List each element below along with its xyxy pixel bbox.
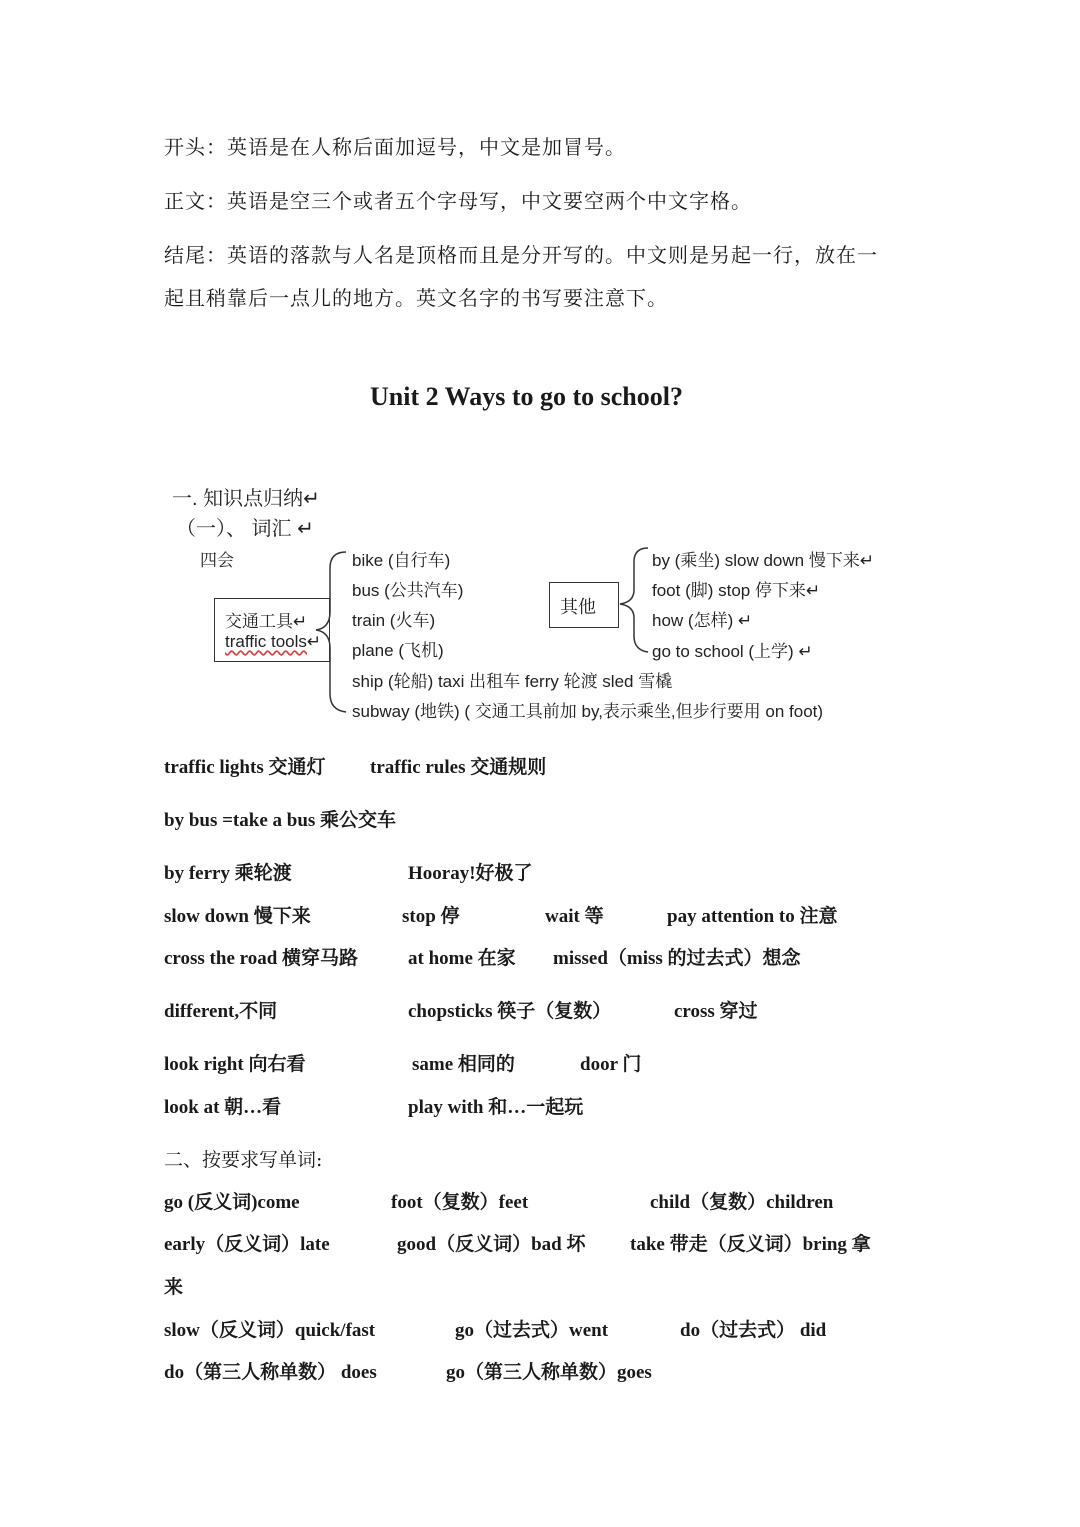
vocab-item: same 相同的 [412, 1054, 515, 1075]
other-label: 其他 [560, 597, 596, 617]
word-form: good（反义词）bad 坏 [397, 1234, 586, 1255]
vocab-item: traffic rules 交通规则 [370, 757, 547, 778]
intro-line-3b: 起且稍靠后一点儿的地方。英文名字的书写要注意下。 [164, 286, 668, 310]
unit-title: Unit 2 Ways to go to school? [370, 382, 683, 411]
ship-line: ship (轮船) taxi 出租车 ferry 轮渡 sled 雪橇 [352, 672, 673, 691]
vocab-item: cross 穿过 [674, 1001, 758, 1022]
vocab-item: wait 等 [545, 906, 604, 927]
transport-cn: 交通工具↵ [225, 612, 308, 631]
other-item: go to school (上学) ↵ [652, 642, 813, 661]
other-item: how (怎样) ↵ [652, 611, 753, 630]
word-form: take 带走（反义词）bring 拿 [630, 1234, 871, 1255]
word-form: slow（反义词）quick/fast [164, 1320, 376, 1341]
vocab-item: by ferry 乘轮渡 [164, 863, 292, 884]
vocab-item: by bus =take a bus 乘公交车 [164, 810, 397, 831]
word-form: go (反义词)come [164, 1192, 300, 1213]
vocab-item: missed（miss 的过去式）想念 [553, 948, 801, 969]
transport-item: plane (飞机) [352, 641, 444, 660]
vocab-item: pay attention to 注意 [667, 906, 838, 927]
other-item: foot (脚) stop 停下来↵ [652, 581, 821, 600]
subsection-heading: （一）、 词汇 ↵ [176, 518, 314, 540]
word-form: go（过去式）went [455, 1320, 609, 1341]
other-bracket [620, 548, 648, 652]
transport-item: bus (公共汽车) [352, 581, 464, 600]
word-form: go（第三人称单数）goes [446, 1362, 652, 1383]
subway-line: subway (地铁) ( 交通工具前加 by,表示乘坐,但步行要用 on foot) [352, 702, 824, 721]
transport-item: bike (自行车) [352, 551, 451, 570]
word-form: foot（复数）feet [391, 1192, 529, 1213]
section-heading: 一. 知识点归纳↵ [172, 488, 320, 510]
vocab-item: cross the road 横穿马路 [164, 948, 359, 969]
intro-line-3a: 结尾：英语的落款与人名是顶格而且是分开写的。中文则是另起一行，放在一 [164, 243, 878, 267]
transport-en: traffic tools↵ [225, 632, 322, 651]
vocab-item: door 门 [580, 1054, 642, 1075]
section2-heading: 二、按要求写单词: [164, 1149, 323, 1171]
transport-bracket [316, 552, 346, 712]
diagram-brackets [0, 0, 1080, 760]
transport-en-text: traffic tools [225, 632, 307, 651]
intro-line-2: 正文：英语是空三个或者五个字母写，中文要空两个中文字格。 [164, 189, 752, 213]
vocab-item: stop 停 [402, 906, 460, 927]
transport-item: train (火车) [352, 611, 436, 630]
intro-line-1: 开头：英语是在人称后面加逗号，中文是加冒号。 [164, 135, 626, 159]
word-form: child（复数）children [650, 1192, 834, 1213]
word-form: 来 [164, 1277, 184, 1298]
vocab-item: play with 和…一起玩 [408, 1097, 584, 1118]
four-skills-label: 四会 [200, 551, 234, 570]
vocab-item: look at 朝…看 [164, 1097, 282, 1118]
other-box [549, 582, 619, 628]
vocab-item: Hooray!好极了 [408, 863, 533, 884]
word-form: early（反义词）late [164, 1234, 330, 1255]
vocab-item: slow down 慢下来 [164, 906, 311, 927]
vocab-item: chopsticks 筷子（复数） [408, 1001, 612, 1022]
vocab-item: look right 向右看 [164, 1054, 306, 1075]
word-form: do（过去式） did [680, 1320, 827, 1341]
other-item: by (乘坐) slow down 慢下来↵ [652, 551, 875, 570]
vocab-item: at home 在家 [408, 948, 516, 969]
vocab-item: different,不同 [164, 1001, 278, 1022]
word-form: do（第三人称单数） does [164, 1362, 377, 1383]
vocab-item: traffic lights 交通灯 [164, 757, 326, 778]
